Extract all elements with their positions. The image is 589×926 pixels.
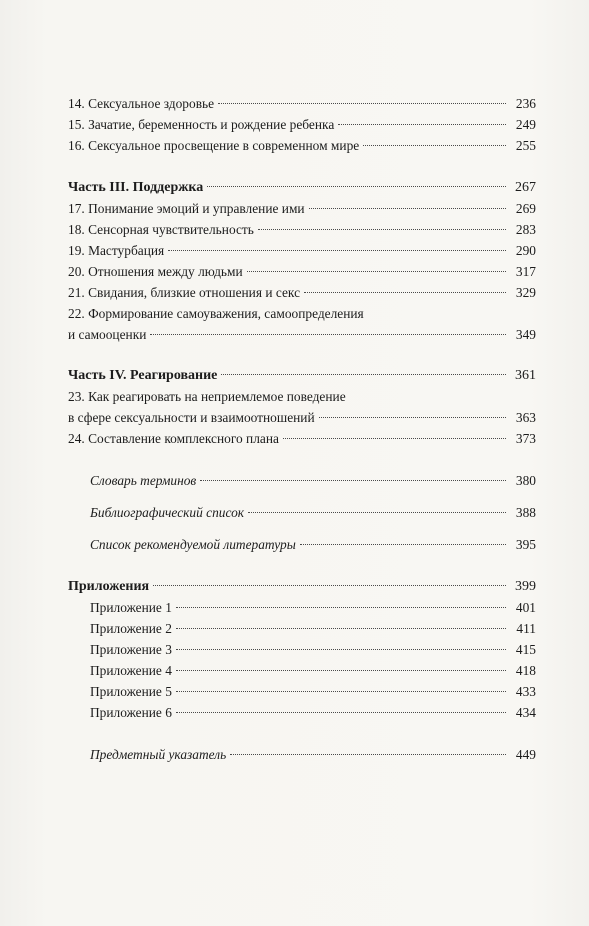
toc-entry-recommended-reading xyxy=(68,535,536,555)
toc-entry-title: Приложение 1 xyxy=(90,600,172,615)
toc-page-number: 290 xyxy=(515,243,536,258)
toc-page-number: 267 xyxy=(515,180,536,195)
dot-leader xyxy=(304,292,506,293)
dot-leader xyxy=(153,585,506,586)
toc-entry-appendix-2 xyxy=(68,619,536,639)
toc-entry-title: 16. Сексуальное просвещение в современном мире xyxy=(68,138,360,153)
toc-page-number: 415 xyxy=(515,642,536,657)
dot-leader xyxy=(221,374,506,375)
toc-page-number: 249 xyxy=(515,117,536,132)
toc-entry-title: 21. Свидания, близкие отношения и секс xyxy=(68,285,301,300)
toc-page-number: 363 xyxy=(515,410,536,425)
toc-entry-ch21 xyxy=(68,283,536,303)
dot-leader xyxy=(258,229,506,230)
toc-entry-ch19 xyxy=(68,241,536,261)
toc-page-number: 329 xyxy=(515,285,536,300)
toc-entry-appendix-4 xyxy=(68,661,536,681)
dot-leader xyxy=(207,186,506,187)
toc-page-number: 399 xyxy=(515,579,536,594)
toc-part-title: Часть III. Поддержка xyxy=(68,180,204,195)
toc-entry-title: Список рекомендуемой литературы xyxy=(90,537,296,552)
toc-page-number: 283 xyxy=(515,222,536,237)
toc-entry-title: 14. Сексуальное здоровье xyxy=(68,96,215,111)
toc-page-number: 269 xyxy=(515,201,536,216)
toc-appendices xyxy=(68,577,536,597)
toc-entry-ch14 xyxy=(68,94,536,114)
toc-entry-appendix-6 xyxy=(68,703,536,723)
dot-leader xyxy=(247,271,506,272)
dot-leader xyxy=(150,334,506,335)
dot-leader xyxy=(176,628,506,629)
toc-entry-glossary xyxy=(68,471,536,491)
toc-entry-appendix-1 xyxy=(68,598,536,618)
toc-entry-title: и самооценки xyxy=(68,327,147,342)
toc-page-number: 434 xyxy=(515,705,536,720)
toc-entry-ch15 xyxy=(68,115,536,135)
toc-entry-ch24 xyxy=(68,429,536,449)
toc-entry-bibliography xyxy=(68,503,536,523)
toc-page-number: 449 xyxy=(515,747,536,762)
toc-entry-ch22-line1: 22. Формирование самоуважения, самоопределения xyxy=(68,306,364,321)
toc-entry-title: Словарь терминов xyxy=(90,473,197,488)
toc-page-number: 236 xyxy=(515,96,536,111)
dot-leader xyxy=(176,670,506,671)
dot-leader xyxy=(176,607,506,608)
dot-leader xyxy=(309,208,506,209)
toc-part-title: Часть IV. Реагирование xyxy=(68,368,218,383)
toc-page-number: 433 xyxy=(515,684,536,699)
toc-entry-ch16 xyxy=(68,136,536,156)
dot-leader xyxy=(248,512,506,513)
toc-page-number: 349 xyxy=(515,327,536,342)
dot-leader xyxy=(363,145,506,146)
dot-leader xyxy=(283,438,506,439)
toc-entry-appendix-3 xyxy=(68,640,536,660)
toc-entry-title: Приложение 5 xyxy=(90,684,172,699)
dot-leader xyxy=(176,691,506,692)
toc-page-number: 395 xyxy=(515,537,536,552)
dot-leader xyxy=(168,250,506,251)
toc-entry-ch22 xyxy=(68,325,536,345)
dot-leader xyxy=(176,712,506,713)
dot-leader xyxy=(200,480,506,481)
toc-entry-title: в сфере сексуальности и взаимоотношений xyxy=(68,410,315,425)
toc-entry-title: 17. Понимание эмоций и управление ими xyxy=(68,201,305,216)
dot-leader xyxy=(230,754,506,755)
toc-part-3 xyxy=(68,178,536,198)
toc-page-number: 411 xyxy=(516,621,536,636)
dot-leader xyxy=(218,103,506,104)
toc-page-number: 317 xyxy=(515,264,536,279)
toc-part-title: Приложения xyxy=(68,579,150,594)
toc-page-number: 255 xyxy=(515,138,536,153)
toc-entry-title: 24. Составление комплексного плана xyxy=(68,431,279,446)
toc-page-number: 388 xyxy=(515,505,536,520)
toc-entry-ch23 xyxy=(68,408,536,428)
toc-entry-title: Библиографический список xyxy=(90,505,245,520)
toc-page-number: 373 xyxy=(515,431,536,446)
toc-entry-title: 20. Отношения между людьми xyxy=(68,264,243,279)
toc-entry-ch18 xyxy=(68,220,536,240)
toc-entry-title: 19. Мастурбация xyxy=(68,243,165,258)
toc-entry-title: Приложение 2 xyxy=(90,621,172,636)
toc-entry-title: 15. Зачатие, беременность и рождение ребенка xyxy=(68,117,335,132)
toc-page-number: 418 xyxy=(515,663,536,678)
toc-entry-title: 18. Сенсорная чувствительность xyxy=(68,222,254,237)
toc-entry-appendix-5 xyxy=(68,682,536,702)
dot-leader xyxy=(176,649,506,650)
toc-entry-ch17 xyxy=(68,199,536,219)
toc-part-4 xyxy=(68,366,536,386)
toc-entry-title: Приложение 3 xyxy=(90,642,172,657)
dot-leader xyxy=(338,124,506,125)
toc-entry-ch20 xyxy=(68,262,536,282)
toc-entry-title: Приложение 4 xyxy=(90,663,172,678)
toc-page-number: 361 xyxy=(515,368,536,383)
toc-entry-title: Предметный указатель xyxy=(90,747,227,762)
toc-entry-subject-index xyxy=(68,745,536,765)
toc-page-number: 380 xyxy=(515,473,536,488)
toc-entry-title: Приложение 6 xyxy=(90,705,172,720)
dot-leader xyxy=(319,417,506,418)
toc-entry-ch23-line1: 23. Как реагировать на неприемлемое поведение xyxy=(68,389,346,404)
dot-leader xyxy=(300,544,506,545)
toc-page-number: 401 xyxy=(515,600,536,615)
